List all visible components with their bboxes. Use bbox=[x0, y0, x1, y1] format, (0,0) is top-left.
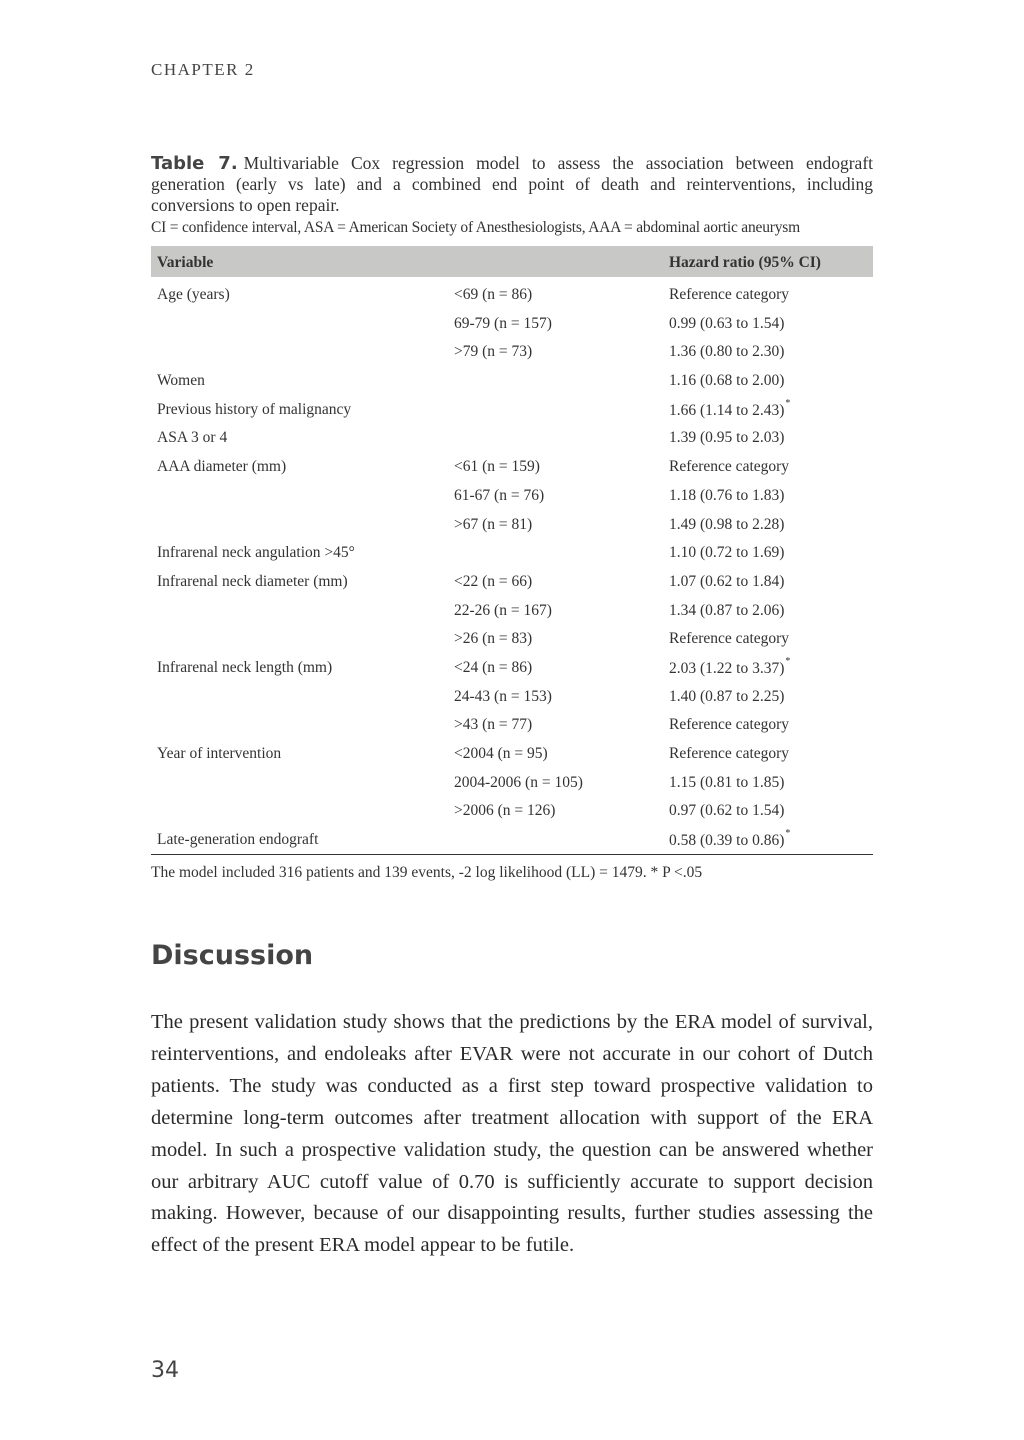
cell-group bbox=[454, 802, 555, 820]
table-row bbox=[151, 683, 873, 712]
cell-group bbox=[454, 315, 552, 333]
cell-group-text: 61-67 (n = 76) bbox=[454, 486, 545, 504]
cell-variable-text: Infrarenal neck angulation >45° bbox=[157, 544, 355, 562]
cell-hazard-ratio-text: 1.07 (0.62 to 1.84) bbox=[669, 572, 785, 590]
cell-group bbox=[454, 458, 540, 476]
cell-hazard-ratio-text: 1.39 (0.95 to 2.03) bbox=[669, 429, 785, 447]
cell-variable bbox=[157, 429, 227, 447]
table-row bbox=[151, 740, 873, 769]
table-row bbox=[151, 654, 873, 683]
cell-group-text: <69 (n = 86) bbox=[454, 286, 533, 303]
cell-group-text: <2004 (n = 95) bbox=[454, 745, 548, 762]
cell-hazard-ratio bbox=[669, 828, 791, 850]
cell-group bbox=[454, 487, 544, 505]
cell-hazard-ratio-text: Reference category bbox=[669, 630, 790, 648]
cell-group-text: 24-43 (n = 153) bbox=[454, 687, 552, 705]
cell-hazard-ratio-text: 1.34 (0.87 to 2.06) bbox=[669, 601, 785, 619]
cell-group-text: >67 (n = 81) bbox=[454, 515, 533, 533]
cell-hazard-ratio bbox=[669, 429, 784, 447]
cell-hazard-ratio-text: Reference category bbox=[669, 745, 790, 762]
cell-hazard-ratio bbox=[669, 688, 784, 706]
cell-hazard-ratio bbox=[669, 372, 784, 390]
cell-group bbox=[454, 630, 532, 648]
cell-hazard-ratio bbox=[669, 602, 784, 620]
cell-hazard-ratio-text: 0.99 (0.63 to 1.54) bbox=[669, 314, 785, 332]
table-row bbox=[151, 338, 873, 367]
cell-hazard-ratio-text: 2.03 (1.22 to 3.37) bbox=[669, 660, 785, 678]
table-row bbox=[151, 769, 873, 798]
significance-marker: * bbox=[785, 397, 791, 409]
cell-hazard-ratio bbox=[669, 516, 784, 534]
cell-hazard-ratio bbox=[669, 573, 784, 591]
cell-hazard-ratio-text: 0.58 (0.39 to 0.86) bbox=[669, 832, 785, 850]
cell-variable-text: Year of intervention bbox=[157, 745, 282, 762]
cell-hazard-ratio bbox=[669, 343, 784, 361]
cell-group-text: <22 (n = 66) bbox=[454, 572, 533, 590]
cell-variable-text: Late-generation endograft bbox=[157, 831, 319, 849]
cell-group bbox=[454, 774, 583, 792]
column-header-hazard-ratio: Hazard ratio (95% CI) bbox=[669, 254, 821, 271]
cell-group bbox=[454, 716, 532, 734]
cell-group-text: <61 (n = 159) bbox=[454, 458, 540, 476]
table-row bbox=[151, 711, 873, 740]
cell-hazard-ratio bbox=[669, 745, 789, 763]
cell-variable bbox=[157, 544, 355, 562]
cell-hazard-ratio bbox=[669, 458, 789, 476]
cell-variable bbox=[157, 372, 205, 390]
regression-table bbox=[151, 246, 873, 855]
cell-group bbox=[454, 516, 532, 534]
table-row bbox=[151, 281, 873, 310]
cell-hazard-ratio bbox=[669, 802, 784, 820]
cell-group-text: <24 (n = 86) bbox=[454, 658, 533, 676]
running-head: CHAPTER 2 bbox=[151, 60, 255, 79]
cell-hazard-ratio bbox=[669, 315, 784, 333]
cell-variable bbox=[157, 659, 332, 677]
cell-group-text: 69-79 (n = 157) bbox=[454, 314, 552, 332]
cell-hazard-ratio-text: Reference category bbox=[669, 458, 790, 476]
table-caption bbox=[151, 153, 873, 216]
cell-hazard-ratio-text: 1.40 (0.87 to 2.25) bbox=[669, 687, 785, 705]
cell-variable-text: ASA 3 or 4 bbox=[157, 429, 228, 447]
significance-marker: * bbox=[785, 655, 791, 667]
table-body bbox=[151, 277, 873, 855]
cell-group bbox=[454, 573, 532, 591]
table-row bbox=[151, 310, 873, 339]
cell-group bbox=[454, 602, 552, 620]
discussion-paragraph: The present validation study shows that the predictions by the ERA model of survival, reinterventions, and endoleaks after EVAR were not accurate in our cohort of Dutch patients. The study was conducted as a first step toward prospective validation to determine long-term outcomes after treatment allocation with support of the ERA model. In such a prospective validation study, the question can be answered whether our arbitrary AUC cutoff value of 0.70 is sufficiently accurate to support decision making. However, because of our disappointing results, further studies assessing the effect of the present ERA model appear to be futile. bbox=[151, 1011, 873, 1257]
column-header-variable: Variable bbox=[157, 254, 214, 271]
cell-group-text: >79 (n = 73) bbox=[454, 343, 533, 361]
table-row bbox=[151, 367, 873, 396]
table-label: Table 7. bbox=[151, 153, 238, 174]
cell-group bbox=[454, 343, 532, 361]
cell-group-text: >43 (n = 77) bbox=[454, 716, 533, 734]
cell-hazard-ratio-text: 1.10 (0.72 to 1.69) bbox=[669, 544, 785, 562]
cell-variable bbox=[157, 458, 286, 476]
cell-hazard-ratio-text: 1.66 (1.14 to 2.43) bbox=[669, 401, 785, 419]
cell-hazard-ratio bbox=[669, 544, 784, 562]
table-row bbox=[151, 568, 873, 597]
cell-variable-text: Infrarenal neck diameter (mm) bbox=[157, 572, 348, 590]
cell-group bbox=[454, 286, 532, 304]
cell-group-text: 2004-2006 (n = 105) bbox=[454, 773, 583, 791]
cell-variable bbox=[157, 286, 230, 304]
cell-group bbox=[454, 659, 532, 677]
cell-hazard-ratio-text: 1.49 (0.98 to 2.28) bbox=[669, 515, 785, 533]
cell-variable-text: Age (years) bbox=[157, 286, 230, 303]
cell-group bbox=[454, 745, 548, 763]
cell-variable bbox=[157, 831, 318, 849]
cell-group-text: >26 (n = 83) bbox=[454, 630, 533, 648]
cell-hazard-ratio-text: 0.97 (0.62 to 1.54) bbox=[669, 802, 785, 820]
cell-hazard-ratio bbox=[669, 487, 784, 505]
cell-variable-text: Women bbox=[157, 372, 205, 390]
cell-group-text: >2006 (n = 126) bbox=[454, 802, 556, 820]
table-row bbox=[151, 625, 873, 654]
cell-hazard-ratio-text: Reference category bbox=[669, 716, 790, 734]
table-row bbox=[151, 539, 873, 568]
cell-variable bbox=[157, 573, 348, 591]
cell-variable-text: Infrarenal neck length (mm) bbox=[157, 658, 333, 676]
cell-hazard-ratio bbox=[669, 716, 789, 734]
cell-hazard-ratio-text: 1.36 (0.80 to 2.30) bbox=[669, 343, 785, 361]
table-header-row bbox=[151, 246, 873, 277]
significance-marker: * bbox=[785, 828, 791, 840]
cell-hazard-ratio-text: 1.18 (0.76 to 1.83) bbox=[669, 486, 785, 504]
cell-variable bbox=[157, 401, 351, 419]
cell-hazard-ratio bbox=[669, 630, 789, 648]
page-number: 34 bbox=[151, 1358, 179, 1383]
cell-hazard-ratio-text: 1.16 (0.68 to 2.00) bbox=[669, 372, 785, 390]
table-footnote: The model included 316 patients and 139 events, -2 log likelihood (LL) = 1479. * P <.05 bbox=[151, 864, 703, 881]
table-row bbox=[151, 424, 873, 453]
table-row bbox=[151, 797, 873, 826]
table-row bbox=[151, 396, 873, 425]
table-row bbox=[151, 453, 873, 482]
table-row bbox=[151, 511, 873, 540]
cell-group bbox=[454, 688, 552, 706]
cell-hazard-ratio-text: 1.15 (0.81 to 1.85) bbox=[669, 773, 785, 791]
table-row bbox=[151, 826, 873, 855]
cell-variable-text: Previous history of malignancy bbox=[157, 400, 352, 418]
cell-hazard-ratio-text: Reference category bbox=[669, 286, 790, 303]
table-abbreviations: CI = confidence interval, ASA = American Society of Anesthesiologists, AAA = abdominal aortic aneurysm bbox=[151, 219, 800, 236]
table-caption-text: Multivariable Cox regression model to assess the association between endograft generation (early vs late) and a combined end point of death and reinterventions, including conversions to open repair. bbox=[151, 153, 874, 215]
cell-hazard-ratio bbox=[669, 286, 789, 304]
table-row bbox=[151, 482, 873, 511]
section-heading: Discussion bbox=[151, 940, 314, 971]
cell-variable-text: AAA diameter (mm) bbox=[157, 458, 287, 476]
table-row bbox=[151, 597, 873, 626]
cell-group-text: 22-26 (n = 167) bbox=[454, 601, 552, 619]
cell-hazard-ratio bbox=[669, 397, 791, 420]
cell-hazard-ratio bbox=[669, 774, 784, 792]
cell-hazard-ratio bbox=[669, 655, 791, 678]
cell-variable bbox=[157, 745, 281, 763]
